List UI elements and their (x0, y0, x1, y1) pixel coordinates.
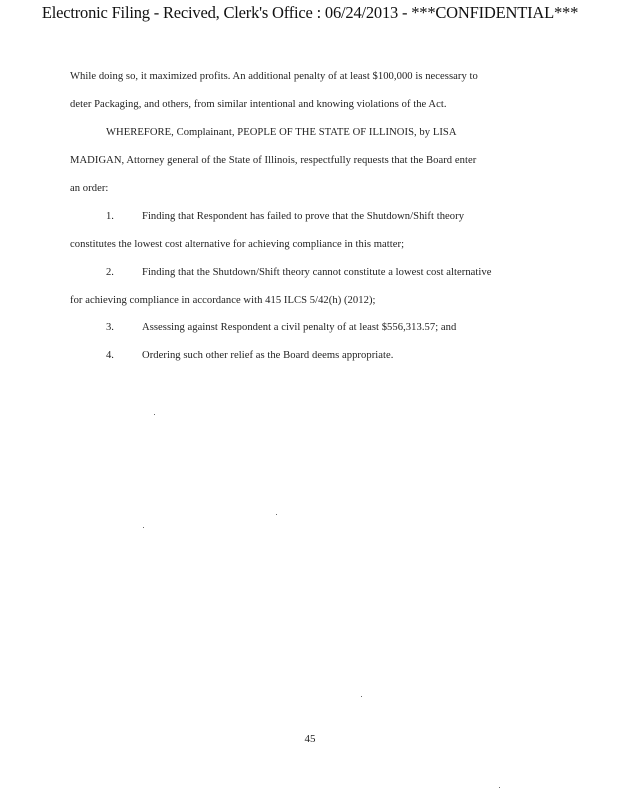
scan-speck (154, 414, 155, 415)
wherefore-line: WHEREFORE, Complainant, PEOPLE OF THE STATE OF ILLINOIS, by LISA (106, 127, 457, 138)
item-number: 4. (106, 350, 114, 361)
item-text: Assessing against Respondent a civil penalty of at least $556,313.57; and (142, 322, 457, 333)
page-number: 45 (304, 733, 316, 745)
scan-speck (499, 787, 500, 788)
electronic-filing-header: Electronic Filing - Recived, Clerk's Office : 06/24/2013 - ***CONFIDENTIAL*** (41, 3, 579, 22)
paragraph-line: MADIGAN, Attorney general of the State of Illinois, respectfully requests that the Board enter (70, 155, 477, 166)
item-number: 1. (106, 211, 114, 222)
item-text: Finding that Respondent has failed to prove that the Shutdown/Shift theory (142, 211, 465, 222)
item-text: Finding that the Shutdown/Shift theory cannot constitute a lowest cost alternative (142, 267, 492, 278)
scan-speck (143, 527, 144, 528)
item-number: 2. (106, 267, 114, 278)
scan-speck (276, 514, 277, 515)
item-number: 3. (106, 322, 114, 333)
scan-speck (361, 696, 362, 697)
item-text: constitutes the lowest cost alternative for achieving compliance in this matter; (70, 239, 405, 250)
paragraph-line: an order: (70, 183, 109, 194)
item-text: Ordering such other relief as the Board deems appropriate. (142, 350, 394, 361)
paragraph-line: While doing so, it maximized profits. An additional penalty of at least $100,000 is necessary to (70, 71, 478, 82)
paragraph-line: deter Packaging, and others, from similar intentional and knowing violations of the Act. (70, 99, 447, 110)
item-text: for achieving compliance in accordance with 415 ILCS 5/42(h) (2012); (70, 295, 376, 306)
